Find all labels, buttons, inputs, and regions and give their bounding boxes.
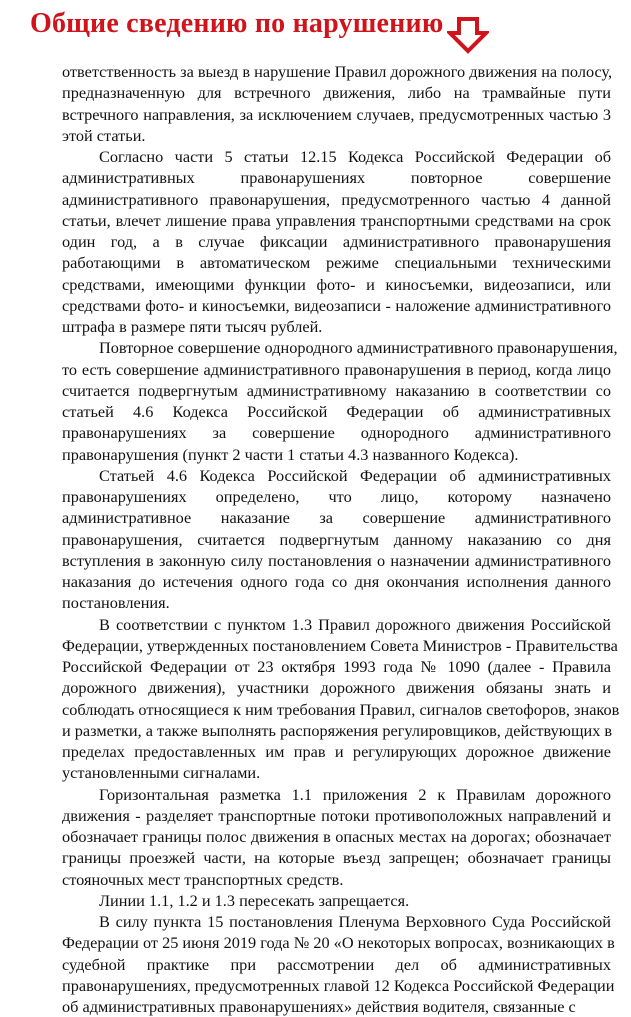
text-line: статьей 4.6 Кодекса Российской Федерации об административных	[62, 402, 611, 421]
text-line: этой статьи.	[62, 125, 146, 145]
text-line: Федерации, утвержденных постановлением Совета Министров - Правительства	[62, 635, 618, 655]
text-line: Российской Федерации от 23 октября 1993 года № 1090 (далее - Правила	[62, 657, 611, 676]
text-line: административного правонарушения, предусмотренного частью 4 данной	[62, 189, 611, 209]
text-line: Горизонтальная разметка 1.1 приложения 2 к Правилам дорожного	[99, 784, 611, 804]
text-line: правонарушения (пункт 2 части 1 статьи 4.3 названного Кодекса).	[62, 444, 519, 464]
text-line: Линии 1.1, 1.2 и 1.3 пересекать запрещается.	[99, 890, 410, 910]
text-line: статьи, влечет лишение права управления транспортными средствами на срок	[62, 210, 611, 230]
text-line: пределах предоставленных им прав и регулирующих дорожное движение	[62, 742, 611, 761]
text-line: движения - разделяет транспортные потоки противоположных направлений и	[62, 805, 611, 825]
paragraph	[62, 465, 611, 614]
paragraph	[62, 890, 611, 911]
text-line: средствами фото- и киносъемки, видеозаписи - наложение административного	[62, 295, 611, 315]
text-line: Согласно части 5 статьи 12.15 Кодекса Российской Федерации об	[99, 147, 611, 166]
text-line: штрафа в размере пяти тысяч рублей.	[62, 317, 323, 336]
text-line: встречного направления, за исключением случаев, предусмотренных частью 3	[62, 104, 611, 124]
text-line: вступления в законную силу постановления о назначении административного	[62, 550, 611, 570]
text-line: Повторное совершение однородного административного правонарушения,	[99, 338, 618, 358]
text-line: один год, а в случае фиксации административного правонарушения	[62, 232, 611, 251]
text-line: об административных правонарушениях» действия водителя, связанные с	[62, 997, 576, 1016]
text-line: постановления.	[62, 593, 170, 613]
text-line: В силу пункта 15 постановления Пленума Верховного Суда Российской	[99, 912, 611, 931]
text-line: дорожного движения), участники дорожного движения обязаны знать и	[62, 678, 611, 698]
text-line: В соответствии с пунктом 1.3 Правил дорожного движения Российской	[99, 614, 611, 634]
text-line: то есть совершение административного правонарушения в период, когда лицо	[62, 359, 611, 379]
paragraph	[62, 337, 618, 465]
text-line: соблюдать относящиеся к ним требования Правил, сигналов светофоров, знаков	[62, 699, 620, 719]
text-line: административное наказание за совершение административного	[62, 508, 611, 528]
text-line: судебной практике при рассмотрении дел об административных	[62, 954, 611, 974]
text-line: обозначает границы полос движения в опасных местах на дорогах; обозначает	[62, 827, 611, 846]
text-line: стояночных мест транспортных средств.	[62, 869, 344, 889]
text-line: наказания до истечения одного года со дня окончания исполнения данного	[62, 572, 611, 591]
text-line: Статьей 4.6 Кодекса Российской Федерации об административных	[99, 465, 611, 485]
page-title: Общие сведению по нарушению	[30, 8, 444, 39]
text-line: средствами, имеющими функции фото- и киносъемки, видеозаписи, или	[62, 274, 611, 294]
down-arrow-icon	[447, 16, 489, 54]
text-line: ответственность за выезд в нарушение Правил дорожного движения на полосу,	[62, 62, 613, 81]
paragraph	[62, 784, 611, 890]
text-line: предназначенную для встречного движения, либо на трамвайные пути	[62, 83, 611, 103]
text-line: работающими в автоматическом режиме специальными техническими	[62, 253, 611, 273]
paragraph	[62, 61, 611, 146]
paragraph	[62, 911, 615, 1017]
text-line: установленными сигналами.	[62, 763, 261, 783]
document-body	[62, 61, 620, 1017]
paragraph	[62, 146, 611, 337]
text-line: границы проезжей части, на которые въезд запрещен; обозначает границы	[62, 848, 611, 868]
text-line: правонарушения, считается подвергнутым данному наказанию со дня	[62, 529, 611, 549]
text-line: правонарушениях определено, что лицо, которому назначено	[62, 487, 611, 506]
text-line: Федерации от 25 июня 2019 года № 20 «О некоторых вопросах, возникающих в	[62, 933, 615, 953]
text-line: и разметки, а также выполнять распоряжения регулировщиков, действующих в	[62, 720, 613, 740]
text-line: правонарушениях за совершение однородного административного	[62, 423, 611, 443]
text-line: административных правонарушениях повторное совершение	[62, 168, 611, 188]
paragraph	[62, 614, 620, 784]
text-line: правонарушениях, предусмотренных главой 12 Кодекса Российской Федерации	[62, 975, 615, 995]
text-line: считается подвергнутым административному наказанию в соответствии со	[62, 380, 611, 400]
